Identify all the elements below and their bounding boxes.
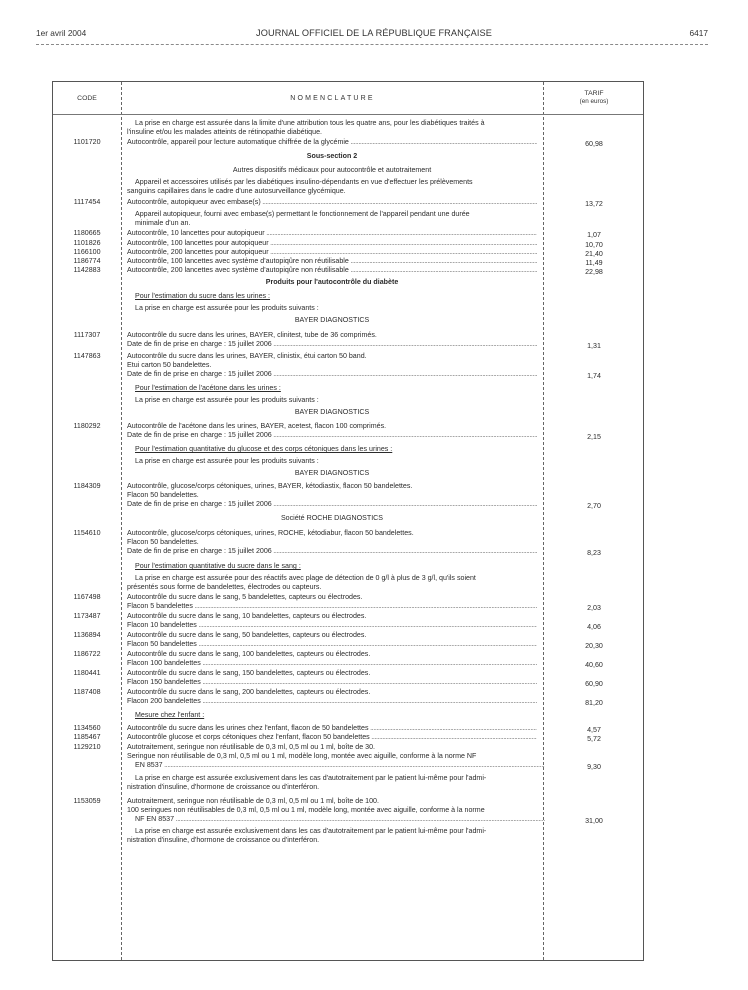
product-code: 1117454: [73, 198, 101, 206]
tarif-label: TARIF: [584, 90, 604, 97]
tariff-table: [52, 81, 644, 961]
nomenclature-text: NF EN 8537 .....: [135, 815, 545, 824]
nomenclature-text: Autocontrôle, appareil pour lecture automatique chiffrée de la glycémie .....: [127, 138, 537, 147]
product-code: 1142883: [73, 266, 101, 274]
page-number: 6417: [689, 28, 708, 38]
nomenclature-text: Sous-section 2: [306, 152, 358, 160]
table-header: [53, 82, 643, 115]
tarif-value: 31,00: [585, 817, 603, 825]
tarif-unit: (en euros): [579, 98, 609, 105]
tarif-value: 9,30: [587, 763, 601, 771]
product-code: 1180441: [73, 669, 101, 677]
nomenclature-text: Société ROCHE DIAGNOSTICS: [280, 514, 384, 522]
nomenclature-text: Appareil et accessoires utilisés par les diabétiques insulino-dépendants en vue d'effectuer les prélèvements: [135, 178, 473, 186]
product-code: 1186774: [73, 257, 101, 265]
tarif-value: 60,98: [585, 140, 603, 148]
tarif-value: 13,72: [585, 200, 603, 208]
tarif-value: 5,72: [587, 735, 601, 743]
nomenclature-text: Autocontrôle du sucre dans le sang, 150 bandelettes, capteurs ou électrodes.: [127, 669, 371, 677]
column-divider: [121, 82, 122, 960]
tarif-value: 1,74: [587, 372, 601, 380]
product-code: 1173487: [73, 612, 101, 620]
nomenclature-text: BAYER DIAGNOSTICS: [294, 408, 370, 416]
nomenclature-text: La prise en charge est assurée pour les produits suivants :: [135, 304, 319, 312]
tarif-value: 2,15: [587, 433, 601, 441]
product-code: 1185467: [73, 733, 101, 741]
nomenclature-text: Flacon 50 bandelettes .....: [127, 640, 537, 649]
product-code: 1154610: [73, 529, 101, 537]
nomenclature-text: Pour l'estimation du sucre dans les urines :: [135, 292, 271, 300]
nomenclature-text: Autocontrôle du sucre dans le sang, 200 bandelettes, capteurs ou électrodes.: [127, 688, 371, 696]
tarif-value: 20,30: [585, 642, 603, 650]
nomenclature-text: Flacon 100 bandelettes .....: [127, 659, 537, 668]
nomenclature-text: Pour l'estimation quantitative du sucre dans le sang :: [135, 562, 301, 570]
nomenclature-text: Flacon 50 bandelettes.: [127, 538, 199, 546]
tarif-value: 81,20: [585, 699, 603, 707]
nomenclature-text: Autocontrôle, 100 lancettes avec système d'autopiqûre non réutilisable .....: [127, 257, 537, 266]
product-code: 1134560: [73, 724, 101, 732]
nomenclature-text: La prise en charge est assurée exclusivement dans les cas d'autotraitement par le patient lui-même pour l'admi-: [135, 827, 487, 835]
nomenclature-text: Mesure chez l'enfant :: [135, 711, 205, 719]
product-code: 1166100: [73, 248, 101, 256]
nomenclature-text: Autocontrôle du sucre dans le sang, 100 bandelettes, capteurs ou électrodes.: [127, 650, 371, 658]
nomenclature-text: Autocontrôle du sucre dans les urines, BAYER, clinistix, étui carton 50 band.: [127, 352, 367, 360]
nomenclature-text: EN 8537 .....: [135, 761, 545, 770]
nomenclature-text: sanguins capillaires dans le cadre d'une autosurveillance glycémique.: [127, 187, 346, 195]
nomenclature-text: Autocontrôle, glucose/corps cétoniques, urines, BAYER, kétodiastix, flacon 50 bandelettes.: [127, 482, 413, 490]
tarif-value: 1,07: [587, 231, 601, 239]
nomenclature-text: La prise en charge est assurée dans la limite d'une attribution tous les quatre ans, pour les diabétiques traités à: [135, 119, 485, 127]
nomenclature-text: Autres dispositifs médicaux pour autocontrôle et autotraitement: [232, 166, 432, 174]
nomenclature-text: Flacon 50 bandelettes.: [127, 491, 199, 499]
nomenclature-text: Date de fin de prise en charge : 15 juillet 2006 .....: [127, 547, 537, 556]
nomenclature-text: Date de fin de prise en charge : 15 juillet 2006 .....: [127, 370, 537, 379]
nomenclature-text: présentés sous forme de bandelettes, électrodes ou capteurs.: [127, 583, 322, 591]
product-code: 1147863: [73, 352, 101, 360]
nomenclature-text: La prise en charge est assurée pour des réactifs avec plage de détection de 0 g/l à plus de 3 g/l, qu'ils soient: [135, 574, 476, 582]
tarif-value: 1,31: [587, 342, 601, 350]
product-code: 1153059: [73, 797, 101, 805]
product-code: 1180292: [73, 422, 101, 430]
product-code: 1101720: [73, 138, 101, 146]
nomenclature-text: Autocontrôle du sucre dans le sang, 50 bandelettes, capteurs ou électrodes.: [127, 631, 367, 639]
product-code: 1180665: [73, 229, 101, 237]
tarif-value: 21,40: [585, 250, 603, 258]
column-header-tarif: [544, 82, 644, 114]
nomenclature-text: 100 seringues non réutilisables de 0,3 ml, 0,5 ml ou 1 ml, modèle long, montée avec aiguille, conforme à la norme: [127, 806, 485, 814]
header-rule: [36, 44, 708, 45]
tarif-value: 2,03: [587, 604, 601, 612]
column-header-code: CODE: [77, 94, 97, 102]
nomenclature-text: Autotraitement, seringue non réutilisable de 0,3 ml, 0,5 ml ou 1 ml, boîte de 100.: [127, 797, 379, 805]
nomenclature-text: La prise en charge est assurée pour les produits suivants :: [135, 457, 319, 465]
nomenclature-text: Autocontrôle du sucre dans les urines chez l'enfant, flacon de 50 bandelettes .....: [127, 724, 537, 733]
nomenclature-text: Autocontrôle, 200 lancettes pour autopiqueur .....: [127, 248, 537, 257]
nomenclature-text: Date de fin de prise en charge : 15 juillet 2006 .....: [127, 431, 537, 440]
nomenclature-text: Date de fin de prise en charge : 15 juillet 2006 .....: [127, 500, 537, 509]
nomenclature-text: nistration d'insuline, d'hormone de croissance ou d'interféron.: [127, 783, 320, 791]
product-code: 1167498: [73, 593, 101, 601]
nomenclature-text: Autocontrôle, 100 lancettes pour autopiqueur .....: [127, 239, 537, 248]
nomenclature-text: Seringue non réutilisable de 0,3 ml, 0,5 ml ou 1 ml, modèle long, montée avec aiguille, conforme à la norme NF: [127, 752, 477, 760]
nomenclature-text: Autocontrôle du sucre dans le sang, 5 bandelettes, capteurs ou électrodes.: [127, 593, 363, 601]
nomenclature-text: Autocontrôle de l'acétone dans les urines, BAYER, acetest, flacon 100 comprimés.: [127, 422, 387, 430]
nomenclature-text: Autocontrôle, autopiqueur avec embase(s) .....: [127, 198, 537, 207]
tarif-value: 4,06: [587, 623, 601, 631]
nomenclature-text: Appareil autopiqueur, fourni avec embase(s) permettant le fonctionnement de l'appareil pendant une durée: [135, 210, 470, 218]
nomenclature-text: Autocontrôle, 10 lancettes pour autopiqueur .....: [127, 229, 537, 238]
nomenclature-text: Pour l'estimation quantitative du glucose et des corps cétoniques dans les urines :: [135, 445, 393, 453]
nomenclature-text: Flacon 200 bandelettes .....: [127, 697, 537, 706]
journal-title: JOURNAL OFFICIEL DE LA RÉPUBLIQUE FRANÇAISE: [256, 28, 492, 38]
issue-date: 1er avril 2004: [36, 28, 87, 38]
nomenclature-text: Autocontrôle, 200 lancettes avec système d'autopiqûre non réutilisable .....: [127, 266, 537, 275]
tarif-value: 11,49: [585, 259, 603, 267]
nomenclature-text: BAYER DIAGNOSTICS: [294, 469, 370, 477]
product-code: 1129210: [73, 743, 101, 751]
nomenclature-text: Pour l'estimation de l'acétone dans les urines :: [135, 384, 281, 392]
tarif-value: 2,70: [587, 502, 601, 510]
nomenclature-text: La prise en charge est assurée pour les produits suivants :: [135, 396, 319, 404]
nomenclature-text: nistration d'insuline, d'hormone de croissance ou d'interféron.: [127, 836, 320, 844]
product-code: 1184309: [73, 482, 101, 490]
nomenclature-text: Autocontrôle, glucose/corps cétoniques, urines, ROCHE, kétodiabur, flacon 50 bandelettes.: [127, 529, 414, 537]
tarif-value: 60,90: [585, 680, 603, 688]
nomenclature-text: Autocontrôle du sucre dans le sang, 10 bandelettes, capteurs ou électrodes.: [127, 612, 367, 620]
nomenclature-text: Produits pour l'autocontrôle du diabète: [265, 278, 399, 286]
nomenclature-text: Flacon 10 bandelettes .....: [127, 621, 537, 630]
product-code: 1187408: [73, 688, 101, 696]
tarif-value: 4,57: [587, 726, 601, 734]
nomenclature-text: minimale d'un an.: [135, 219, 191, 227]
nomenclature-text: Etui carton 50 bandelettes.: [127, 361, 212, 369]
nomenclature-text: La prise en charge est assurée exclusivement dans les cas d'autotraitement par le patient lui-même pour l'admi-: [135, 774, 487, 782]
tarif-value: 8,23: [587, 549, 601, 557]
tarif-value: 22,98: [585, 268, 603, 276]
product-code: 1186722: [73, 650, 101, 658]
nomenclature-text: Autocontrôle glucose et corps cétoniques chez l'enfant, flacon 50 bandelettes .....: [127, 733, 537, 742]
product-code: 1117307: [73, 331, 101, 339]
product-code: 1136894: [73, 631, 101, 639]
tarif-value: 10,70: [585, 241, 603, 249]
product-code: 1101826: [73, 239, 101, 247]
nomenclature-text: BAYER DIAGNOSTICS: [294, 316, 370, 324]
tarif-value: 40,60: [585, 661, 603, 669]
nomenclature-text: Flacon 150 bandelettes .....: [127, 678, 537, 687]
nomenclature-text: Flacon 5 bandelettes .....: [127, 602, 537, 611]
nomenclature-text: l'insuline et/ou les malades atteints de rétinopathie diabétique.: [127, 128, 322, 136]
nomenclature-text: Autocontrôle du sucre dans les urines, BAYER, clinitest, tube de 36 comprimés.: [127, 331, 377, 339]
nomenclature-text: Autotraitement, seringue non réutilisable de 0,3 ml, 0,5 ml ou 1 ml, boîte de 30.: [127, 743, 376, 751]
nomenclature-text: Date de fin de prise en charge : 15 juillet 2006 .....: [127, 340, 537, 349]
column-header-nomenclature: NOMENCLATURE: [290, 94, 375, 102]
